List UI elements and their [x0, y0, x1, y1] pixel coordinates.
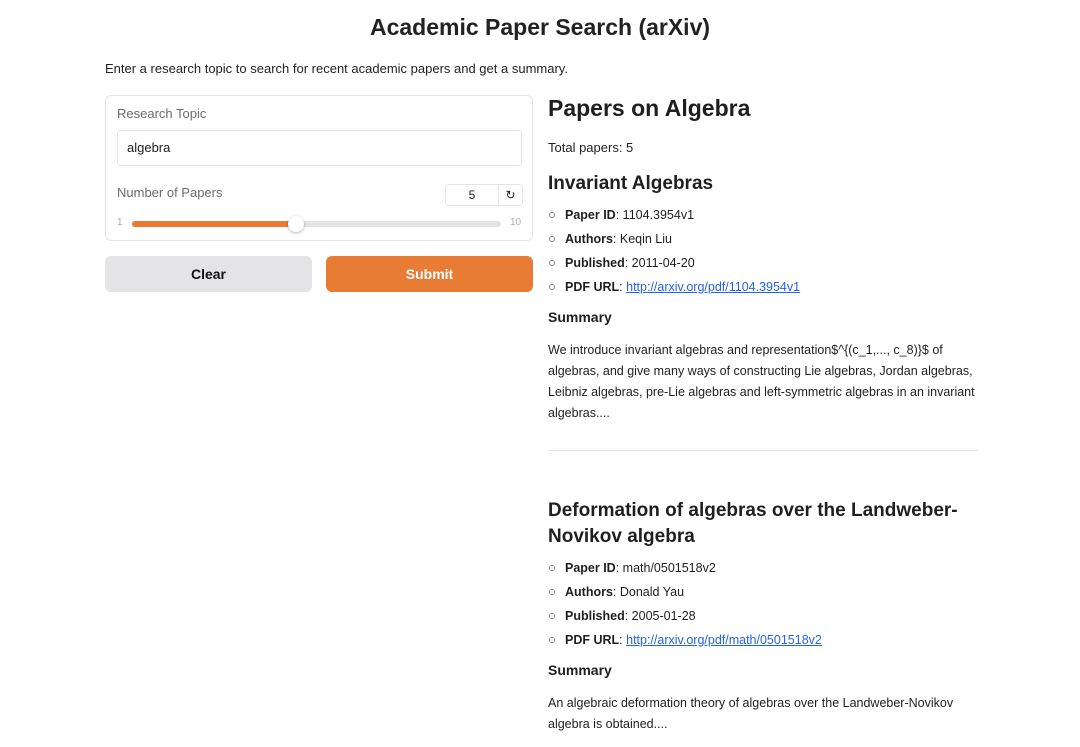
reset-icon[interactable]: ↻ [498, 185, 522, 205]
paper-authors [548, 227, 978, 251]
num-papers-slider[interactable] [132, 221, 501, 227]
pdf-sep: : [619, 280, 627, 294]
summary-text: An algebraic deformation theory of algebras over the Landweber-Novikov algebra is obtained.... [548, 696, 954, 731]
paper-id [548, 203, 978, 227]
page-title: Academic Paper Search (arXiv) [369, 14, 711, 40]
results-heading: Papers on Algebra [548, 95, 751, 121]
paper-published [548, 604, 978, 628]
paper-id-label: Paper ID [565, 561, 616, 575]
paper-authors [548, 580, 978, 604]
paper-id-value: : math/0501518v2 [615, 561, 716, 575]
summary-heading: Summary [548, 662, 612, 678]
paper-title: Deformation of algebras over the Landweber-Novikov algebra [548, 500, 958, 547]
slider-min: 1 [117, 217, 123, 228]
authors-label: Authors [565, 585, 613, 599]
total-papers: Total papers: 5 [548, 140, 634, 155]
authors-value: : Keqin Liu [612, 232, 672, 246]
paper-entry [548, 498, 978, 735]
summary-text: We introduce invariant algebras and representation$^{(c_1,..., c_8)}$ of algebras, and give many ways of constructing Lie algebras, Jordan algebras, Leibniz algebras, pre-Lie algebras and left-symmetric algebras in an invariant algebras.... [548, 343, 975, 420]
num-papers-value[interactable]: 5 [468, 188, 476, 202]
input-panel [105, 95, 533, 241]
paper-details [548, 203, 978, 299]
paper-id-label: Paper ID [565, 208, 616, 222]
published-value: : 2005-01-28 [624, 609, 696, 623]
clear-button[interactable]: Clear [105, 256, 312, 292]
submit-button[interactable]: Submit [326, 256, 533, 292]
authors-label: Authors [565, 232, 613, 246]
paper-title: Invariant Algebras [548, 173, 714, 194]
topic-label: Research Topic [117, 106, 207, 121]
slider-max: 10 [510, 217, 522, 228]
published-value: : 2011-04-20 [624, 256, 695, 270]
intro-text: Enter a research topic to search for recent academic papers and get a summary. [105, 61, 568, 76]
paper-pdf [548, 628, 978, 652]
authors-value: : Donald Yau [612, 585, 685, 599]
divider [548, 450, 978, 451]
topic-input[interactable]: algebra [117, 130, 522, 166]
published-label: Published [565, 256, 625, 270]
pdf-label: PDF URL [565, 280, 620, 294]
num-papers-input[interactable] [445, 184, 523, 206]
pdf-link[interactable]: http://arxiv.org/pdf/math/0501518v2 [626, 633, 822, 647]
paper-entry [548, 171, 978, 451]
paper-pdf [548, 275, 978, 299]
slider-thumb[interactable] [288, 216, 304, 232]
pdf-sep: : [619, 633, 627, 647]
paper-details [548, 556, 978, 652]
num-papers-label: Number of Papers [117, 185, 223, 200]
paper-published [548, 251, 978, 275]
pdf-label: PDF URL [565, 633, 620, 647]
slider-fill [132, 221, 296, 227]
paper-id [548, 556, 978, 580]
pdf-link[interactable]: http://arxiv.org/pdf/1104.3954v1 [626, 280, 801, 294]
results-panel [548, 95, 978, 735]
published-label: Published [565, 609, 625, 623]
summary-heading: Summary [548, 309, 612, 325]
paper-id-value: : 1104.3954v1 [615, 208, 695, 222]
